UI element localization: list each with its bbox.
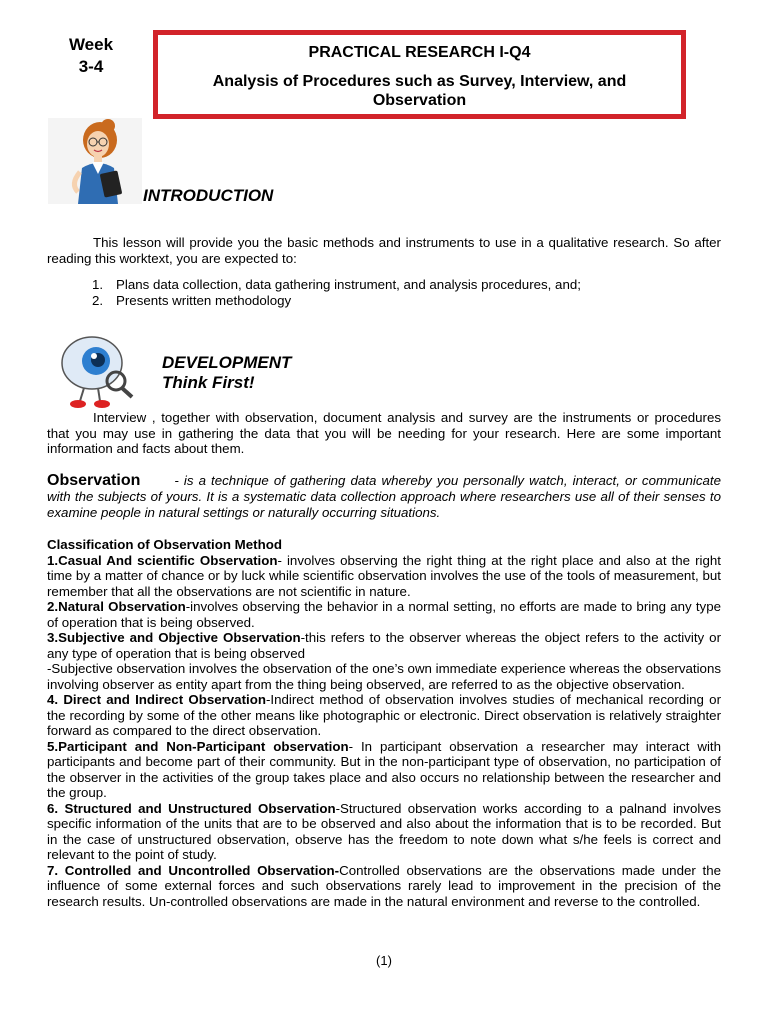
development-title: DEVELOPMENT [162,353,292,372]
list-item-text: Plans data collection, data gathering instrument, and analysis procedures, and; [116,277,581,292]
classification-item-text: - In participant observation a researcher may interact with participants and become part of their community. But in the non-participant type of observation, no participation of the observer in the activities of the group takes place and also occurs no relationship between the researcher and the group. [47,738,721,800]
list-item-text: Presents written methodology [116,292,292,308]
list-item [80,277,700,293]
classification-item [47,630,721,661]
page-subtitle: Analysis of Procedures such as Survey, Interview, and Observation [212,73,627,109]
classification-item-label: 6. Structured and Unstructured Observation [47,800,336,816]
title-box [153,30,686,119]
development-paragraph: Interview , together with observation, document analysis and survey are the instruments or procedures that you may use in gathering the data that you will be needing for your research. Here are some important information and facts about them. [47,410,721,456]
week-label [58,34,124,78]
week-label-line1: Week [68,35,114,54]
development-heading [162,353,291,393]
classification-item-text: -Subjective observation involves the observation of the one’s own immediate experience whereas the observations involving observer as entity apart from the thing being observed, are referred to as the objective observation. [47,661,721,692]
classification-item-text: - involves observing the right thing at the right place and also at the right time by a matter of chance or by luck while scientific observation involves the use of the tools of measurement, but remember that all the observations are not scientific in nature. [47,552,721,599]
classification-item [47,661,721,692]
classification-item-label: 1.Casual And scientific Observation [47,552,278,568]
observation-definition: - is a technique of gathering data whereby you personally watch, interact, or communicate with the subjects of yours. It is a systematic data collection approach where researchers use all of their senses to examine people in natural settings or naturally occurring situations. [47,473,721,520]
week-label-line2: 3-4 [78,57,104,76]
development-subtitle: Think First! [162,373,255,392]
page-number: (1) [376,953,392,968]
classification-item-label: 7. Controlled and Uncontrolled Observation- [47,862,340,878]
page-title: PRACTICAL RESEARCH I-Q4 [308,44,531,61]
classification-item-text: Controlled observations are the observations made under the influence of some external forces and such observations rarely lead to improvement in the precision of the research results. Un-controlled observations are made in the natural environment and reverse to the controlled. [47,862,721,909]
classification-item [47,801,721,863]
introduction-heading: INTRODUCTION [143,186,274,205]
teacher-illustration [48,118,142,204]
observation-definition-block [47,473,721,521]
classification-item-label: 4. Direct and Indirect Observation [47,692,266,707]
classification-item [47,739,721,801]
classification-item [47,553,721,600]
classification-item-text: -Indirect method of observation involves studies of mechanical recording or the recording by some of the other means like photographic or electronic. Direct observation is relatively straighter forward as compared to the direct observation. [47,692,721,738]
classification-item [47,863,721,910]
classification-section [47,537,721,909]
classification-item-label: 5.Participant and Non-Participant observation [47,738,349,754]
classification-item-text: -involves observing the behavior in a normal setting, no efforts are made to bring any type of operation that is being observed. [47,599,721,630]
introduction-paragraph: This lesson will provide you the basic methods and instruments to use in a qualitative research. So after reading this worktext, you are expected to: [47,235,721,266]
list-item [80,293,700,309]
classification-item [47,599,721,630]
classification-item [47,692,721,739]
eye-mascot-illustration [54,333,144,411]
objectives-list [80,277,700,308]
classification-item-label: 3.Subjective and Objective Observation [47,630,301,645]
classification-item-label: 2.Natural Observation [47,599,186,614]
list-item-number: 2. [92,292,104,308]
list-item-number: 1. [92,277,104,292]
classification-item-text: -this refers to the observer whereas the object refers to the activity or any type of operation that is being observed [47,630,721,661]
classification-heading: Classification of Observation Method [47,537,282,552]
observation-term: Observation [47,472,141,489]
classification-item-text: -Structured observation works according to a palnand involves specific information of the units that are to be observed and also about the information that is to be recorded. But in the case of unstructured observation, observe has the freedom to note down what s/he feels is correct and relevant to the point of study. [47,800,721,862]
